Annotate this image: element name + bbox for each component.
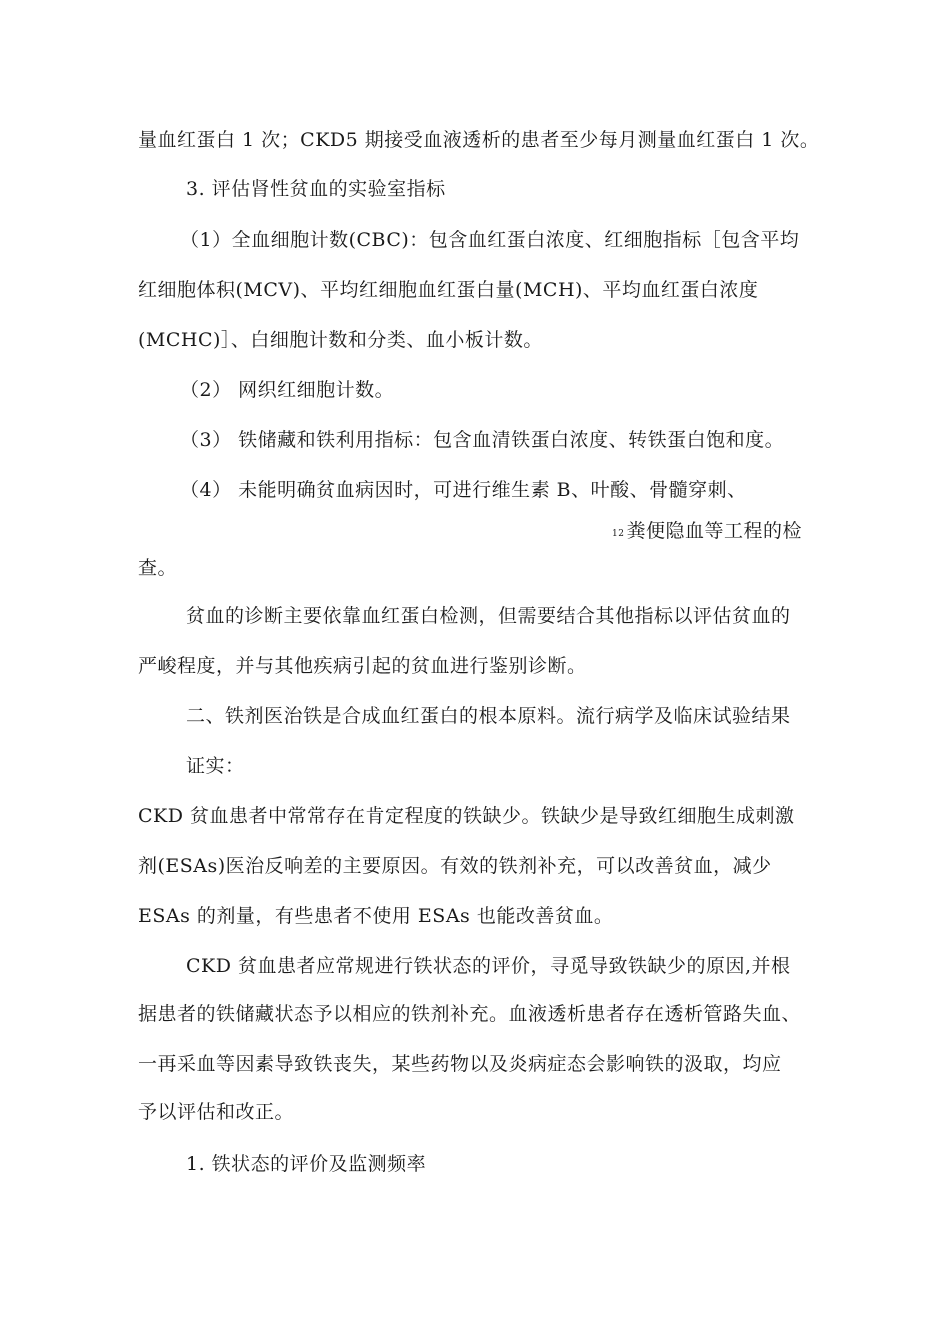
text-line-6: （2） 网织红细胞计数。 [180,379,395,401]
text-line-3: （1）全血细胞计数(CBC)：包含血红蛋白浓度、红细胞指标［包含平均 [180,229,800,251]
text-line-7: （3） 铁储藏和铁利用指标：包含血清铁蛋白浓度、转铁蛋白饱和度。 [180,429,785,451]
text-line-16: 剂(ESAs)医治反响差的主要原因。有效的铁剂补充，可以改善贫血，减少 [138,855,772,877]
text-line-20: 一再采血等因素导致铁丧失，某些药物以及炎病症态会影响铁的汲取，均应 [138,1053,782,1075]
text-line-9-content: 粪便隐血等工程的检 [626,520,802,542]
text-line-12: 严峻程度，并与其他疾病引起的贫血进行鉴别诊断。 [138,655,587,677]
text-line-4: 红细胞体积(MCV)、平均红细胞血红蛋白量(MCH)、平均血红蛋白浓度 [138,279,759,301]
text-line-15: CKD 贫血患者中常常存在肯定程度的铁缺少。铁缺少是导致红细胞生成刺激 [138,805,795,827]
text-line-21: 予以评估和改正。 [138,1101,295,1123]
text-line-8: （4） 未能明确贫血病因时，可进行维生素 B、叶酸、骨髓穿刺、 [180,479,747,501]
text-line-11: 贫血的诊断主要依靠血红蛋白检测，但需要结合其他指标以评估贫血的 [186,605,791,627]
subscript-number: 12 [612,529,625,539]
text-line-10: 查。 [138,557,178,579]
section-heading-3: 3. 评估肾性贫血的实验室指标 [186,178,446,200]
section-heading-1: 1. 铁状态的评价及监测频率 [186,1153,427,1175]
text-line-1: 量血红蛋白 1 次；CKD5 期接受血液透析的患者至少每月测量血红蛋白 1 次。 [138,129,820,151]
section-heading-2: 二、铁剂医治铁是合成血红蛋白的根本原料。流行病学及临床试验结果 [186,705,791,727]
text-line-14: 证实： [186,755,245,777]
text-line-9 [612,519,802,546]
text-line-5: (MCHC)］、白细胞计数和分类、血小板计数。 [138,329,543,351]
text-line-17: ESAs 的剂量，有些患者不使用 ESAs 也能改善贫血。 [138,905,614,927]
text-line-18: CKD 贫血患者应常规进行铁状态的评价，寻觅导致铁缺少的原因,并根 [186,955,791,977]
text-line-19: 据患者的铁储藏状态予以相应的铁剂补充。血液透析患者存在透析管路失血、 [138,1003,802,1025]
